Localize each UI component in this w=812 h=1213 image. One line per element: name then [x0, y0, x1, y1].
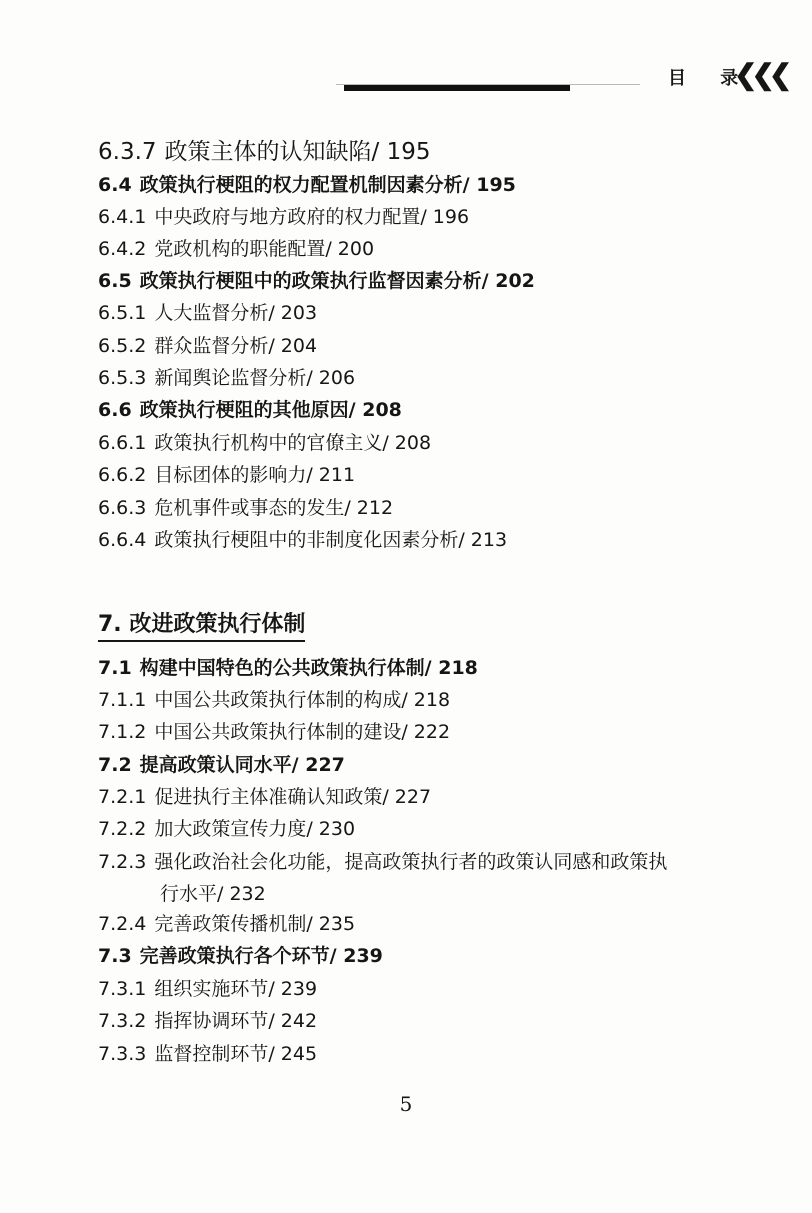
toc-entry: 6.4.2 党政机构的职能配置/ 200 — [98, 238, 375, 260]
chapter-title: 7. 改进政策执行体制 — [98, 607, 305, 642]
toc-entry: 7.1 构建中国特色的公共政策执行体制/ 218 — [98, 657, 478, 679]
toc-entry: 7.2.4 完善政策传播机制/ 235 — [98, 913, 356, 935]
toc-entry: 6.6.3 危机事件或事态的发生/ 212 — [98, 497, 394, 519]
toc-entry: 7.2.1 促进执行主体准确认知政策/ 227 — [98, 786, 432, 808]
toc-entry: 7.1.1 中国公共政策执行体制的构成/ 218 — [98, 689, 451, 711]
toc-entry: 7.3.3 监督控制环节/ 245 — [98, 1043, 318, 1065]
toc-entry: 6.5 政策执行梗阻中的政策执行监督因素分析/ 202 — [98, 270, 535, 292]
chevron-left-icon: ❮❮❮ — [734, 58, 787, 91]
page-number: 5 — [399, 1092, 413, 1116]
toc-entry: 7.3.1 组织实施环节/ 239 — [98, 978, 318, 1000]
toc-entry: 6.6.1 政策执行机构中的官僚主义/ 208 — [98, 432, 432, 454]
toc-entry: 6.6.2 目标团体的影响力/ 211 — [98, 464, 356, 486]
toc-entry: 7.2 提高政策认同水平/ 227 — [98, 754, 345, 776]
toc-entry: 7.2.3 强化政治社会化功能，提高政策执行者的政策认同感和政策执 行水平/ 232 — [98, 851, 668, 905]
header-bar — [344, 85, 570, 91]
toc-entry: 7.3.2 指挥协调环节/ 242 — [98, 1010, 318, 1032]
toc-entry: 7.3 完善政策执行各个环节/ 239 — [98, 945, 383, 967]
toc-entry: 6.5.2 群众监督分析/ 204 — [98, 335, 318, 357]
toc-entry: 7.2.2 加大政策宣传力度/ 230 — [98, 818, 356, 840]
toc-entry: 6.6 政策执行梗阻的其他原因/ 208 — [98, 399, 402, 421]
toc-entry: 6.4.1 中央政府与地方政府的权力配置/ 196 — [98, 206, 470, 228]
toc-entry: 6.3.7 政策主体的认知缺陷/ 195 — [98, 139, 431, 165]
toc-entry: 7.1.2 中国公共政策执行体制的建设/ 222 — [98, 721, 451, 743]
toc-entry: 6.4 政策执行梗阻的权力配置机制因素分析/ 195 — [98, 174, 516, 196]
running-header-label: 目 录 — [668, 68, 753, 89]
toc-entry: 6.6.4 政策执行梗阻中的非制度化因素分析/ 213 — [98, 529, 508, 551]
toc-entry: 6.5.1 人大监督分析/ 203 — [98, 302, 318, 324]
toc-entry: 6.5.3 新闻舆论监督分析/ 206 — [98, 367, 356, 389]
